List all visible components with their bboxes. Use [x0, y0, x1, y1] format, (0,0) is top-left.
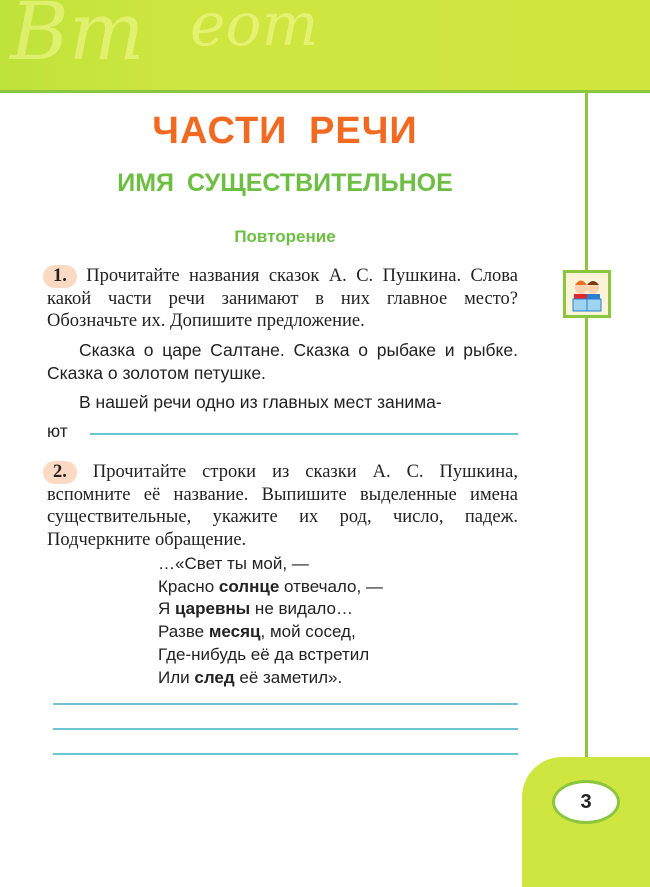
children-reading-icon: [563, 270, 611, 318]
answer-line[interactable]: [90, 433, 518, 435]
section-heading: Повторение: [234, 227, 336, 246]
answer-line[interactable]: [53, 703, 518, 705]
exercise-number: 2.: [43, 461, 77, 484]
exercise-2-task: [47, 461, 518, 551]
page-title: ЧАСТИ РЕЧИ: [152, 110, 418, 152]
poem-line: Красно солнце отвечало, —: [158, 576, 383, 596]
answer-line[interactable]: [53, 728, 518, 730]
exercise-number: 1.: [43, 265, 77, 288]
task-text: Прочитайте строки из сказки А. С. Пушкина, вспомните её название. Выпишите выделенные имена существительные, укажите их род, число, падеж. Подчеркните обращение.: [47, 462, 519, 550]
poem-line: Разве месяц, мой сосед,: [158, 622, 356, 642]
decorative-letters: Bm: [10, 0, 145, 78]
exercise-1-task: [47, 265, 518, 333]
decorative-letters: eom: [190, 0, 319, 60]
answer-line[interactable]: [53, 753, 518, 755]
header-band: [0, 0, 650, 93]
exercise-1-prompt-end: ют: [47, 421, 68, 441]
task-text: Прочитайте названия сказок А. С. Пушкина. Слова какой части речи занимают в них главное место? Обозначьте их. Допишите предложение.: [47, 266, 519, 331]
poem-line: Я царевны не видало…: [158, 599, 353, 619]
poem-line: Или след её заметил».: [158, 667, 343, 687]
exercise-1-prompt: В нашей речи одно из главных мест занима-: [79, 392, 442, 412]
exercise-1-text: Сказка о царе Салтане. Сказка о рыбаке и рыбке. Сказка о золотом петушке.: [47, 340, 518, 383]
page-subtitle: ИМЯ СУЩЕСТВИТЕЛЬНОЕ: [117, 169, 453, 197]
poem-line: Где-нибудь её да встретил: [158, 644, 370, 664]
margin-line: [585, 92, 588, 782]
poem-line: …«Свет ты мой, —: [158, 554, 309, 573]
poem: [158, 553, 383, 689]
page-number: 3: [552, 780, 620, 824]
